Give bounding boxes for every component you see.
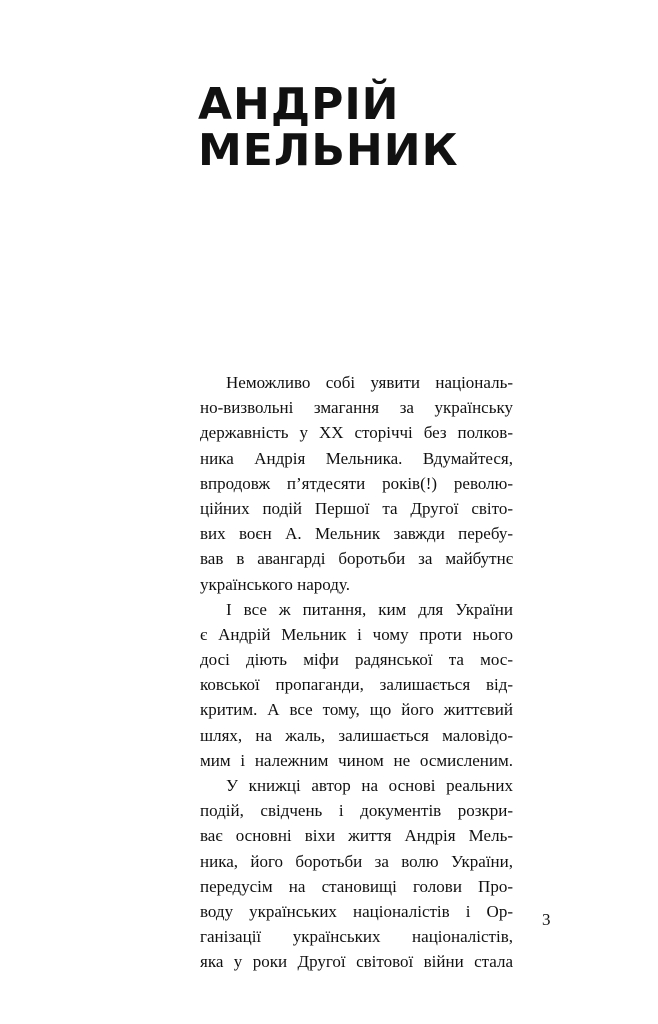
text-line: ційних подій Першої та Другої світо- — [200, 498, 513, 518]
page-number: 3 — [542, 910, 551, 929]
text-line: ника Андрія Мельника. Вдумайтеся, — [200, 448, 513, 468]
text-line: вав в авангарді боротьби за майбутнє — [200, 549, 513, 569]
text-line: ковської пропаганди, залишається від- — [200, 675, 513, 695]
paragraph-3 — [200, 773, 513, 975]
text-line: мим і належним чином не осмисленим. — [200, 750, 513, 770]
text-line: українського народу. — [200, 574, 350, 594]
text-line: державність у ХХ сторіччі без полков- — [200, 423, 513, 443]
body-text — [200, 370, 513, 975]
text-line: впродовж п’ятдесяти років(!) револю- — [200, 473, 513, 493]
text-line: подій, свідчень і документів розкри- — [200, 801, 513, 821]
text-line: но-визвольні змагання за українську — [200, 398, 513, 418]
text-line: вих воєн А. Мельник завжди перебу- — [200, 524, 513, 544]
text-line: Неможливо собі уявити національ- — [226, 373, 513, 392]
paragraph-2 — [200, 597, 513, 773]
text-line: ганізації українських націоналістів, — [200, 927, 513, 947]
text-line: ває основні віхи життя Андрія Мель- — [200, 826, 513, 846]
text-line: передусім на становищі голови Про- — [200, 876, 513, 896]
text-line: ника, його боротьби за волю України, — [200, 851, 513, 871]
text-line: досі діють міфи радянської та мос- — [200, 650, 513, 670]
title-line-1: АНДРІЙ — [198, 79, 400, 130]
text-line: У книжці автор на основі реальних — [226, 776, 513, 795]
text-line: І все ж питання, ким для України — [226, 599, 513, 619]
text-line: є Андрій Мельник і чому проти нього — [200, 624, 513, 644]
book-title — [198, 79, 459, 176]
text-line: яка у роки Другої світової війни стала — [200, 952, 513, 972]
title-line-2: МЕЛЬНИК — [198, 125, 459, 176]
text-line: критим. А все тому, що його життєвий — [200, 700, 513, 720]
text-line: шлях, на жаль, залишається маловідо- — [200, 725, 513, 745]
text-line: воду українських націоналістів і Ор- — [200, 901, 513, 921]
paragraph-1 — [200, 370, 513, 597]
